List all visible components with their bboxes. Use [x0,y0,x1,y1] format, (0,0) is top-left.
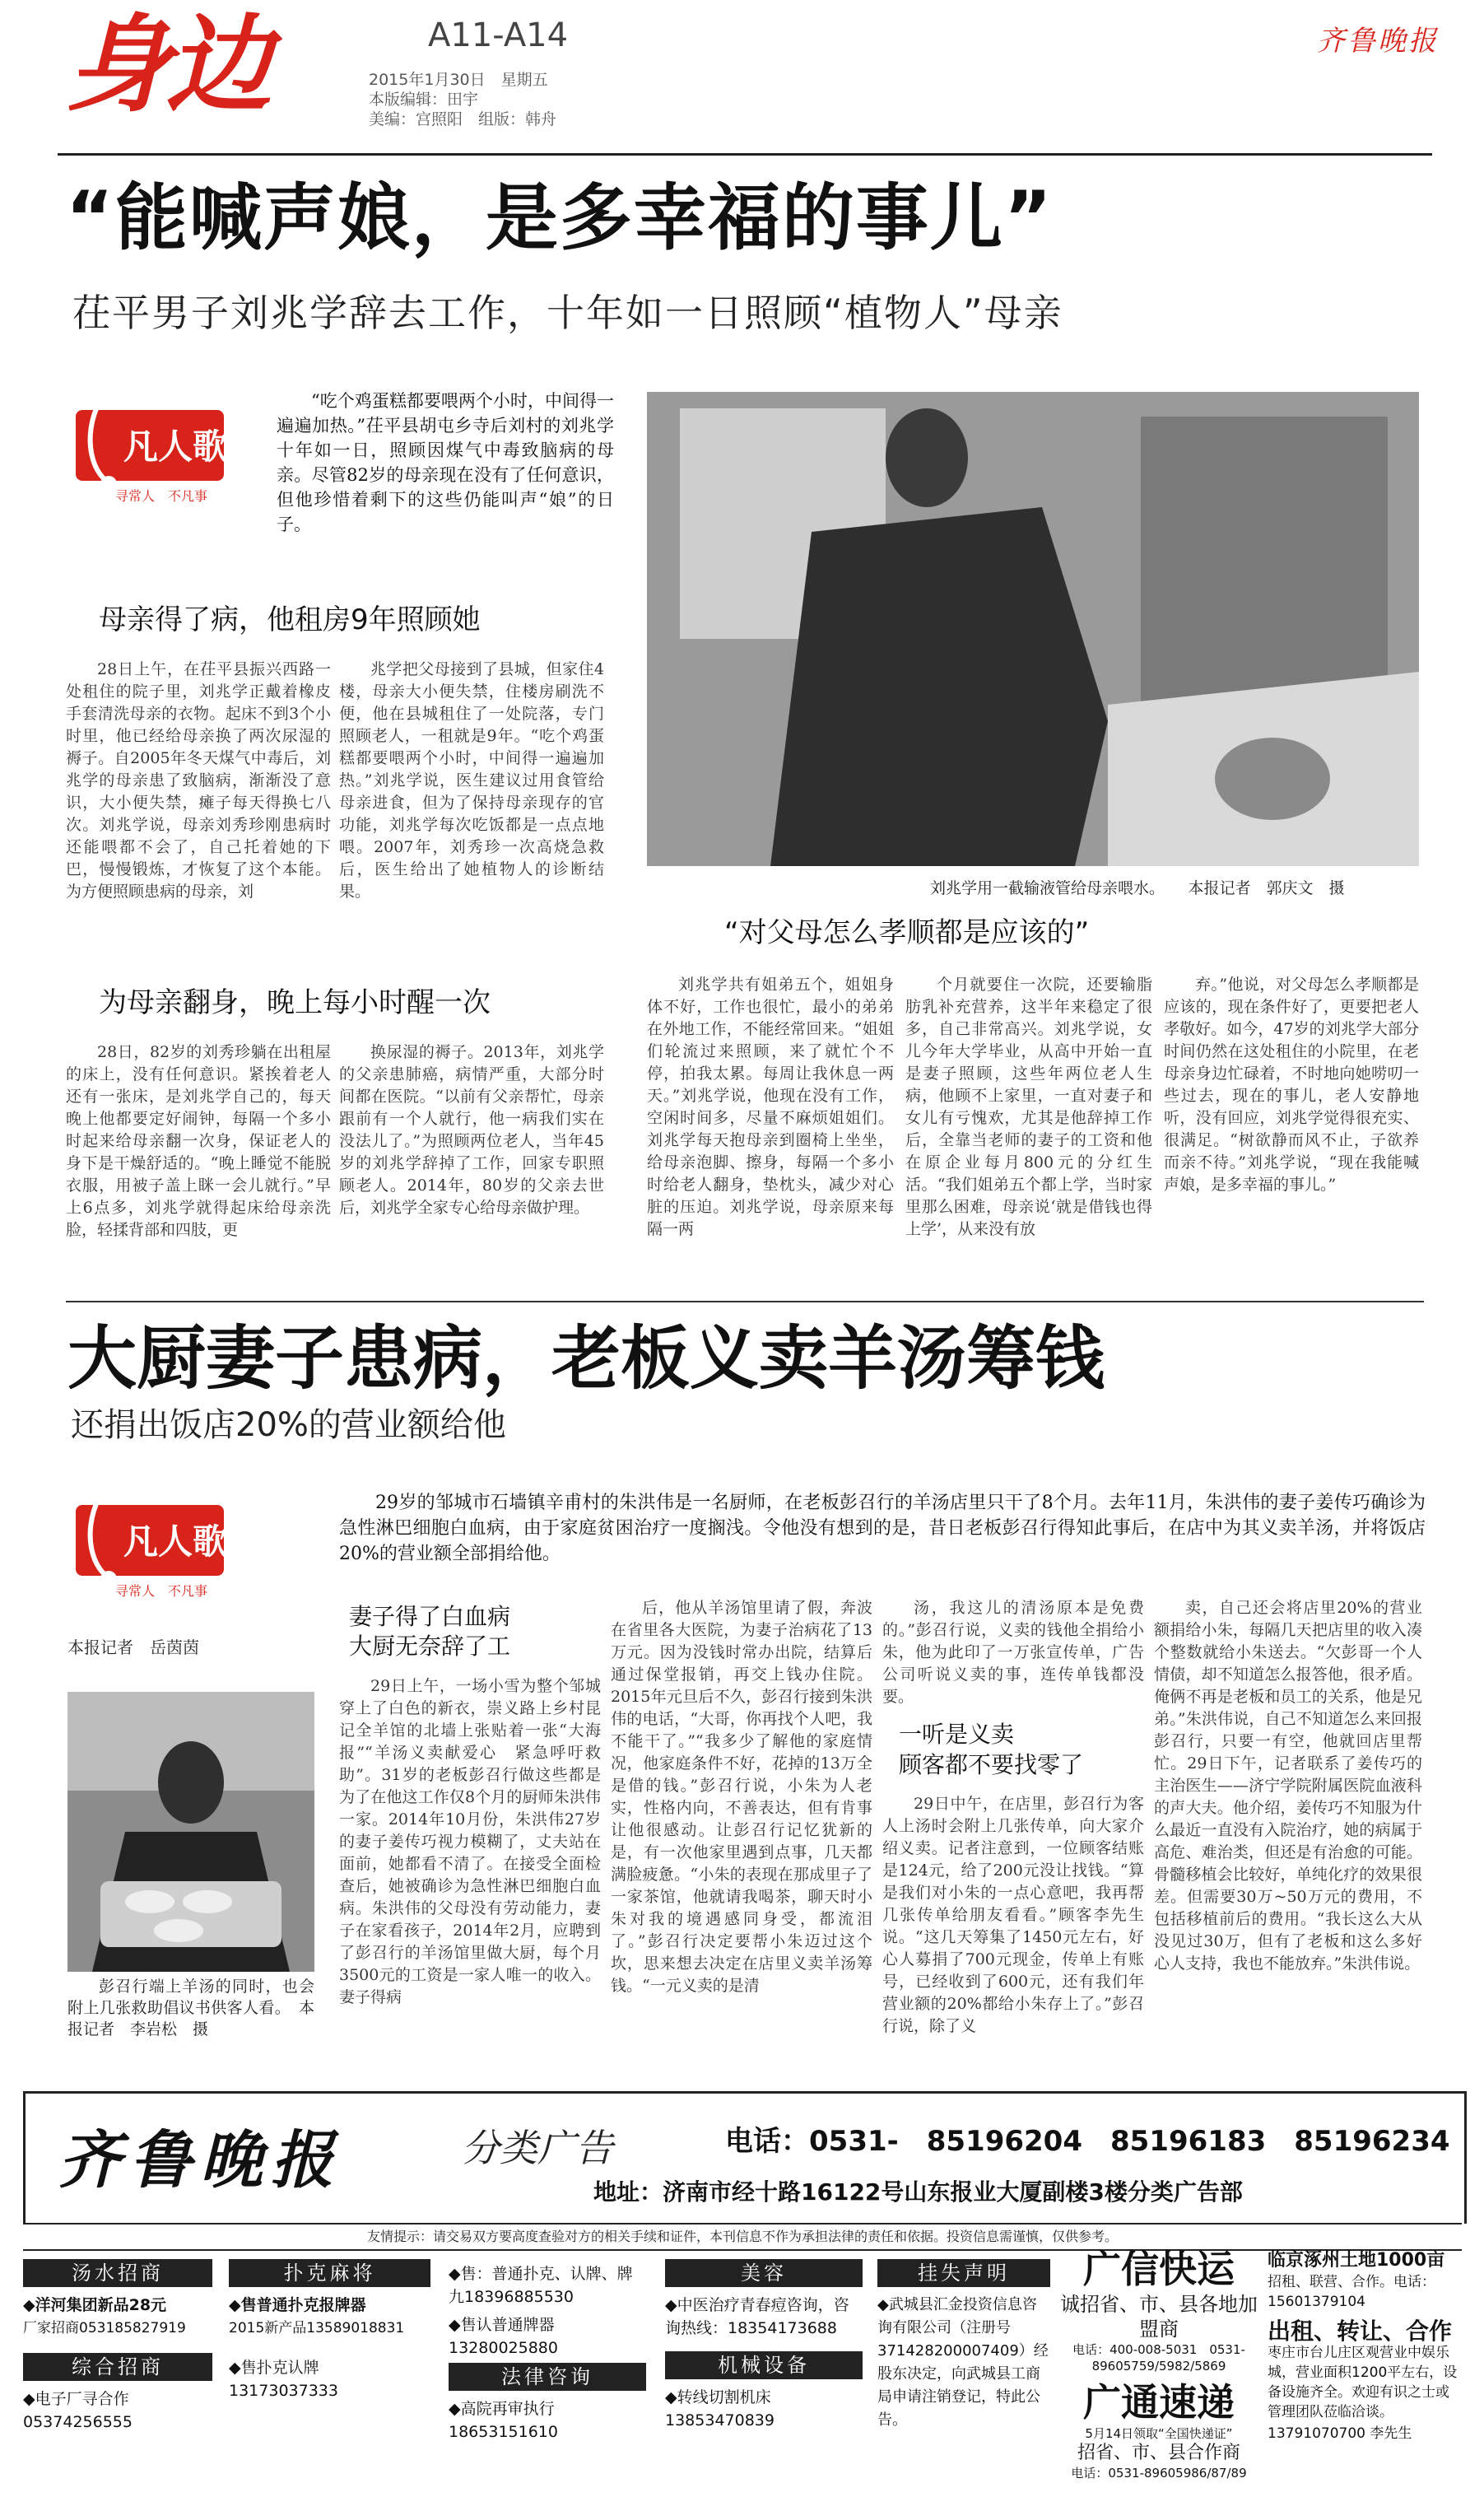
ad-item: 5月14日领取“全国快递证” [1085,2426,1233,2441]
column-logo-title: 凡人歌 [123,1521,228,1562]
ads-notice: 友情提示：请交易双方要高度查验对方的相关手续和证件，本刊信息不作为承担法律的责任和依据。投资信息需谨慎，仅供参考。 [23,2223,1462,2251]
ad-item: ◆售扑克认牌 [229,2359,319,2377]
ad-heading: 法律咨询 [449,2363,646,2391]
ad-column-1 [23,2256,212,2434]
story1-photo [647,392,1419,866]
ad-heading: 扑克麻将 [229,2259,430,2287]
story2-photo [67,1692,314,1972]
story1-headline: “能喊声娘，是多幸福的事儿” [66,175,1054,260]
story2-col2: 后，他从羊汤馆里请了假，奔波在省里各大医院，为妻子治病花了13万元。因为没钱时常办出院，结算后通过保堂报销，再交上钱办住院。2015年元旦后不久，彭召行接到朱洪伟的电话，“大哥，你再找个人吧，我不能干了。”“我多少了解他的家庭情况，他家庭条件不好，花掉的13万全是借的钱。”彭召行说，小朱为人老实，性格内向，不善表达，但有肯事让他很感动。让彭召行记忆犹新的是，有一次他家里遇到点事，几天都满脸疲惫。“小朱的表现在那成里子了一家茶馆，他就请我喝茶，聊天时小朱对我的境遇感同身受，都流泪了。”彭召行决定要帮小朱迈过这个坎，思来想去决定在店里义卖羊汤筹钱。“一元义卖的是清 [611,1599,872,1995]
column-logo-slogan: 寻常人 不凡事 [115,488,208,504]
story2-section1-title-a: 妻子得了白血病 [349,1603,511,1630]
story2-lead: 29岁的邹城市石墙镇辛甫村的朱洪伟是一名厨师，在老板彭召行的羊汤店里只干了8个月。去年11月，朱洪伟的妻子姜传巧确诊为急性淋巴细胞白血病，由于家庭贫困治疗一度搁浅。令他没有想到的是，昔日老板彭召行得知此事后，在店中为其义卖羊汤，并将饭店20%的营业额全部捐给他。 [339,1493,1426,1564]
ad-item: 诚招省、市、县各地加盟商 [1060,2293,1258,2341]
ad-brand-title: 广通速递 [1083,2380,1235,2425]
story2-col4: 卖，自己还会将店里20%的营业额捐给小朱，每隔几天把店里的收入凑个整数就给小朱送去。“欠彭哥一个人情债，却不知道怎么报答他，很矛盾。俺俩不再是老板和员工的关系，他是兄弟。”朱洪伟说，自己不知道怎么来回报彭召行，只要一有空，他就回店里帮忙。29日下午，记者联系了姜传巧的主治医生——济宁学院附属医院血液科的声大夫。他介绍，姜传巧不知服为什么最近一直没有入院治疗，她的病属于高危、难治类，但还是有治愈的可能。骨髓移植会比较好，单纯化疗的效果很差。但需要30万~50万元的费用，不包括移植前后的费用。“我长这么大从没见过30万，但有了老板和这么多好心人支持，我也不能放弃。”朱洪伟说。 [1154,1599,1422,1973]
ad-item-detail: 13280025880 [449,2339,558,2357]
section-title: 身边 [66,4,267,127]
ad-item: 招省、市、县合作商 [1077,2443,1240,2463]
story1-sec1-col2: 兆学把父母接到了县城，但家住4楼，母亲大小便失禁，住楼房刷洗不便，他在县城租住了一处院落，专门照顾老人，一租就是9年。“吃个鸡蛋糕都要喂两个小时，中间得一遍遍加热。”刘兆学说，医生建议过用食管给母亲进食，但为了保持母亲现存的官功能，刘兆学每次吃饭都是一点点地喂。2007年，刘秀珍一次高烧急救后，医生给出了她植物人的诊断结果。 [339,660,604,901]
ad-item: ◆洋河集团新品28元 [23,2296,167,2314]
ad-item: 枣庄市台儿庄区观营业中娱乐城，营业面积1200平左右，设备设施齐全。欢迎有识之士或管理团队莅临洽谈。 [1268,2345,1458,2420]
ads-address: 地址：济南市经十路16122号山东报业大厦副楼3楼分类广告部 [593,2178,1243,2206]
story1-sec3-col1: 刘兆学共有姐弟五个，姐姐身体不好，工作也很忙，最小的弟弟在外地工作，不能经常回来。“姐姐们轮流过来照顾，来了就忙个不停，拍我太累。每周让我休息一两天。”刘兆学说，他现在没有工作，空闲时间多，尽量不麻烦姐姐们。刘兆学每天抱母亲到圈椅上坐坐，给母亲泡脚、擦身，每隔一个多小时给老人翻身，垫枕头，减少对心脏的压迫。刘兆学说，母亲原来每隔一两 [647,976,894,1238]
story1-section1-title: 母亲得了病，他租房9年照顾她 [99,603,481,636]
editor-credit: 本版编辑：田宇 [369,91,479,109]
ad-item-detail: 电话：0531-89605986/87/89 [1071,2466,1247,2481]
column-logo-story2 [66,1482,230,1614]
ad-item: ◆高院再审执行 [449,2400,555,2418]
ads-banner [23,2091,1467,2224]
ad-item-detail: 05374256555 [23,2413,133,2431]
ad-heading: 挂失声明 [877,2259,1050,2287]
ad-heading: 机械设备 [665,2351,863,2379]
ad-heading: 临京涿州土地1000亩 [1268,2250,1445,2271]
ads-category: 分类广告 [462,2126,613,2170]
story2-headline: 大厨妻子患病，老板义卖羊汤筹钱 [67,1318,1105,1399]
story1-lead: “吃个鸡蛋糕都要喂两个小时，中间得一遍遍加热。”茌平县胡屯乡寺后刘村的刘兆学十年如一日，照顾因煤气中毒致脑病的母亲。尽管82岁的母亲现在没有了任何意识，但他珍惜着剩下的这些仍能叫声“娘”的日子。 [277,391,614,534]
story1-sec3-col3: 弃。”他说，对父母怎么孝顺都是应该的，现在条件好了，更要把老人孝敬好。如今，47岁的刘兆学大部分时间仍然在这处租住的小院里，在老母亲身边忙碌着，不时地向她唠叨一些过去，现在的事儿，老人安静地听，没有回应，刘兆学觉得很充实、很满足。“树欲静而风不止，子欲养而亲不待。”刘兆学说，“现在我能喊声娘，是多幸福的事儿。” [1164,976,1419,1194]
story2-subhead: 还捐出饭店20%的营业额给他 [71,1406,506,1444]
story2-section2-title-a: 一听是义卖 [899,1721,1015,1748]
ad-item-detail: 2015新产品13589018831 [229,2320,405,2336]
masthead [0,0,1484,156]
ad-item: 招租、联营、合作。电话：15601379104 [1268,2274,1435,2310]
story1-sec3-col2: 个月就要住一次院，还要输脂肪乳补充营养，这半年来稳定了很多，自己非常高兴。刘兆学说，女儿今年大学毕业，从高中开始一直是妻子照顾，这些年两位老人生病，他顾不上家里，一直对妻子和女儿有亏愧欢，尤其是他辞掉工作后，全靠当老师的妻子的工资和他在原企业每月800元的分红生活。“我们姐弟五个都上学，当时家里那么困难，母亲说‘就是借钱也得上学’，从来没有放 [905,976,1152,1238]
ad-item: ◆售认普通牌器 [449,2316,555,2334]
column-logo-title: 凡人歌 [123,426,228,467]
ad-item: ◆中医治疗青春痘咨询，咨询热线：18354173688 [665,2296,849,2337]
ad-column-7 [1268,2249,1462,2445]
ad-item-detail: 13173037333 [229,2382,338,2400]
story-divider [66,1301,1424,1302]
story2-col1: 29日上午，一场小雪为整个邹城穿上了白色的新衣，崇义路上乡村昆记全羊馆的北墙上张贴着一张“大海报”“羊汤义卖献爱心 紧急呼吁救助”。31岁的老板彭召行做这些都是为了在他这工作仅8个月的厨师朱洪伟一家。2014年10月份，朱洪伟27岁的妻子姜传巧视力模糊了，丈夫站在面前，她都看不清了。在接受全面检查后，她被确诊为急性淋巴细胞白血病。朱洪伟的父母没有劳动能力，妻子在家看孩子，2014年2月，应聘到了彭召行的羊汤馆里做大厨，每个月3500元的工资是一家人唯一的收入。妻子得病 [339,1677,601,2006]
ad-heading: 汤水招商 [23,2259,212,2287]
ad-heading: 出租、转让、合作 [1268,2318,1453,2345]
ad-item: ◆电子厂寻合作 [23,2390,129,2408]
photo-placeholder-icon [647,392,1419,866]
ad-column-3 [449,2262,646,2443]
ad-item-detail: 厂家招商05318582791​9 [23,2320,186,2336]
ad-column-4 [665,2256,863,2432]
ad-column-6 [1060,2246,1258,2481]
photo-placeholder-icon [67,1692,314,1972]
story1-subhead: 茌平男子刘兆学辞去工作，十年如一日照顾“植物人”母亲 [72,291,1063,335]
story2-col3a: 汤，我这儿的清汤原本是免费的。”彭召行说，义卖的钱他全捐给小朱，他为此印了一万张宣传单，广告公司听说义卖的事，连传单钱都没要。 [882,1599,1144,1706]
ad-heading: 美容 [665,2259,863,2287]
story1-sec2-col2: 换尿湿的褥子。2013年，刘兆学的父亲患肺癌，病情严重，大部分时间都在医院。“以前有父亲帮忙，母亲跟前有一个人就行，他一病我们实在没法儿了。”为照顾两位老人，当年45岁的刘兆学辞掉了工作，回家专职照顾老人。2014年，80岁的父亲去世后，刘兆学全家专心给母亲做护理。 [339,1043,604,1217]
story1-section2-title: 为母亲翻身，晚上每小时醒一次 [99,986,491,1019]
story1-sec2-col1: 28日，82岁的刘秀珍躺在出租屋的床上，没有任何意识。紧挨着老人还有一张床，是刘兆学自己的，每天晚上他都要定好闹钟，每隔一个多小时起来给母亲翻一次身，保证老人的身下是干燥舒适的。“晚上睡觉不能脱衣服，用被子盖上眯一会儿就行。”早上6点多，刘兆学就得起床给母亲洗脸，轻揉背部和四肢，更 [66,1043,331,1239]
ad-brand-title: 广信快运 [1083,2247,1235,2291]
ad-item-detail: 18653151610 [449,2423,558,2441]
ad-item: ◆售普通扑克报牌器 [229,2296,366,2314]
column-logo-slogan: 寻常人 不凡事 [115,1583,208,1599]
page-range: A11-A14 [428,16,569,54]
ad-column-5 [877,2256,1050,2432]
ad-item-detail: 电话：400-008-5031 0531-89605759/5982/5869 [1072,2342,1245,2374]
story1-photo-caption: 刘兆学用一截输液管给母亲喂水。 本报记者 郭庆文 摄 [930,879,1345,897]
story2-col3b: 29日中午，在店里，彭召行为客人上汤时会附上几张传单，向大家介绍义卖。记者注意到，一位顾客结账是124元，给了200元没让找钱。“算是我们对小朱的一点心意吧，我再帮几张传单给朋友看看。”顾客李先生说。“这几天筹集了1450元左右，好心人募捐了700元现金，传单上有账号，已经收到了600元，还有我们年营业额的20%都给小朱存上了。”彭召行说，除了义 [882,1795,1144,2035]
story2-reporter: 本报记者 岳茵茵 [67,1638,199,1657]
ad-item-detail: 13791070700 李先生 [1268,2425,1412,2442]
ad-column-2 [229,2256,430,2402]
ad-item: ◆售：普通扑克、认牌、牌九18396885530 [449,2265,633,2306]
story2-photo-caption: 彭召行端上羊汤的同时，也会附上几张救助倡议书供客人看。 本报记者 李岩松 摄 [67,1978,314,2038]
designer-credit: 美编：宫照阳 组版：韩舟 [369,110,557,128]
story2-section2-title-b: 顾客都不要找零了 [899,1751,1084,1778]
paper-logo: 齐鲁晚报 [1317,25,1439,58]
ads-phone: 电话：0531- 85196204 85196183 85196234 [725,2125,1450,2158]
story2-section1-title-b: 大厨无奈辞了工 [349,1633,511,1660]
column-logo-story1 [66,387,230,519]
ads-brand: 齐鲁晚报 [58,2123,342,2197]
ad-item: ◆转线切割机床 [665,2388,771,2406]
issue-date: 2015年1月30日 星期五 [369,71,548,89]
story1-section3-title: “对父母怎么孝顺都是应该的” [724,916,1090,949]
story1-sec1-col1: 28日上午，在茌平县振兴西路一处租住的院子里，刘兆学正戴着橡皮手套清洗母亲的衣物。起床不到3个小时里，他已经给母亲换了两次尿湿的褥子。自2005年冬天煤气中毒后，刘兆学的母亲患了致脑病，渐渐没了意识，大小便失禁，瘫子每天得换七八次。刘兆学说，母亲刘秀珍刚患病时还能喂都不会了，自己托着她的下巴，慢慢锻炼，才恢复了这个本能。为方便照顾患病的母亲，刘 [66,660,331,901]
ad-item-detail: 13853470839 [665,2411,775,2429]
ad-item: ◆武城县汇金投资信息咨询有限公司（注册号371428200007409）经股东决定，向武城县工商局申请注销登记，特此公告。 [877,2296,1049,2429]
masthead-divider [58,153,1432,156]
ad-heading: 综合招商 [23,2353,212,2381]
